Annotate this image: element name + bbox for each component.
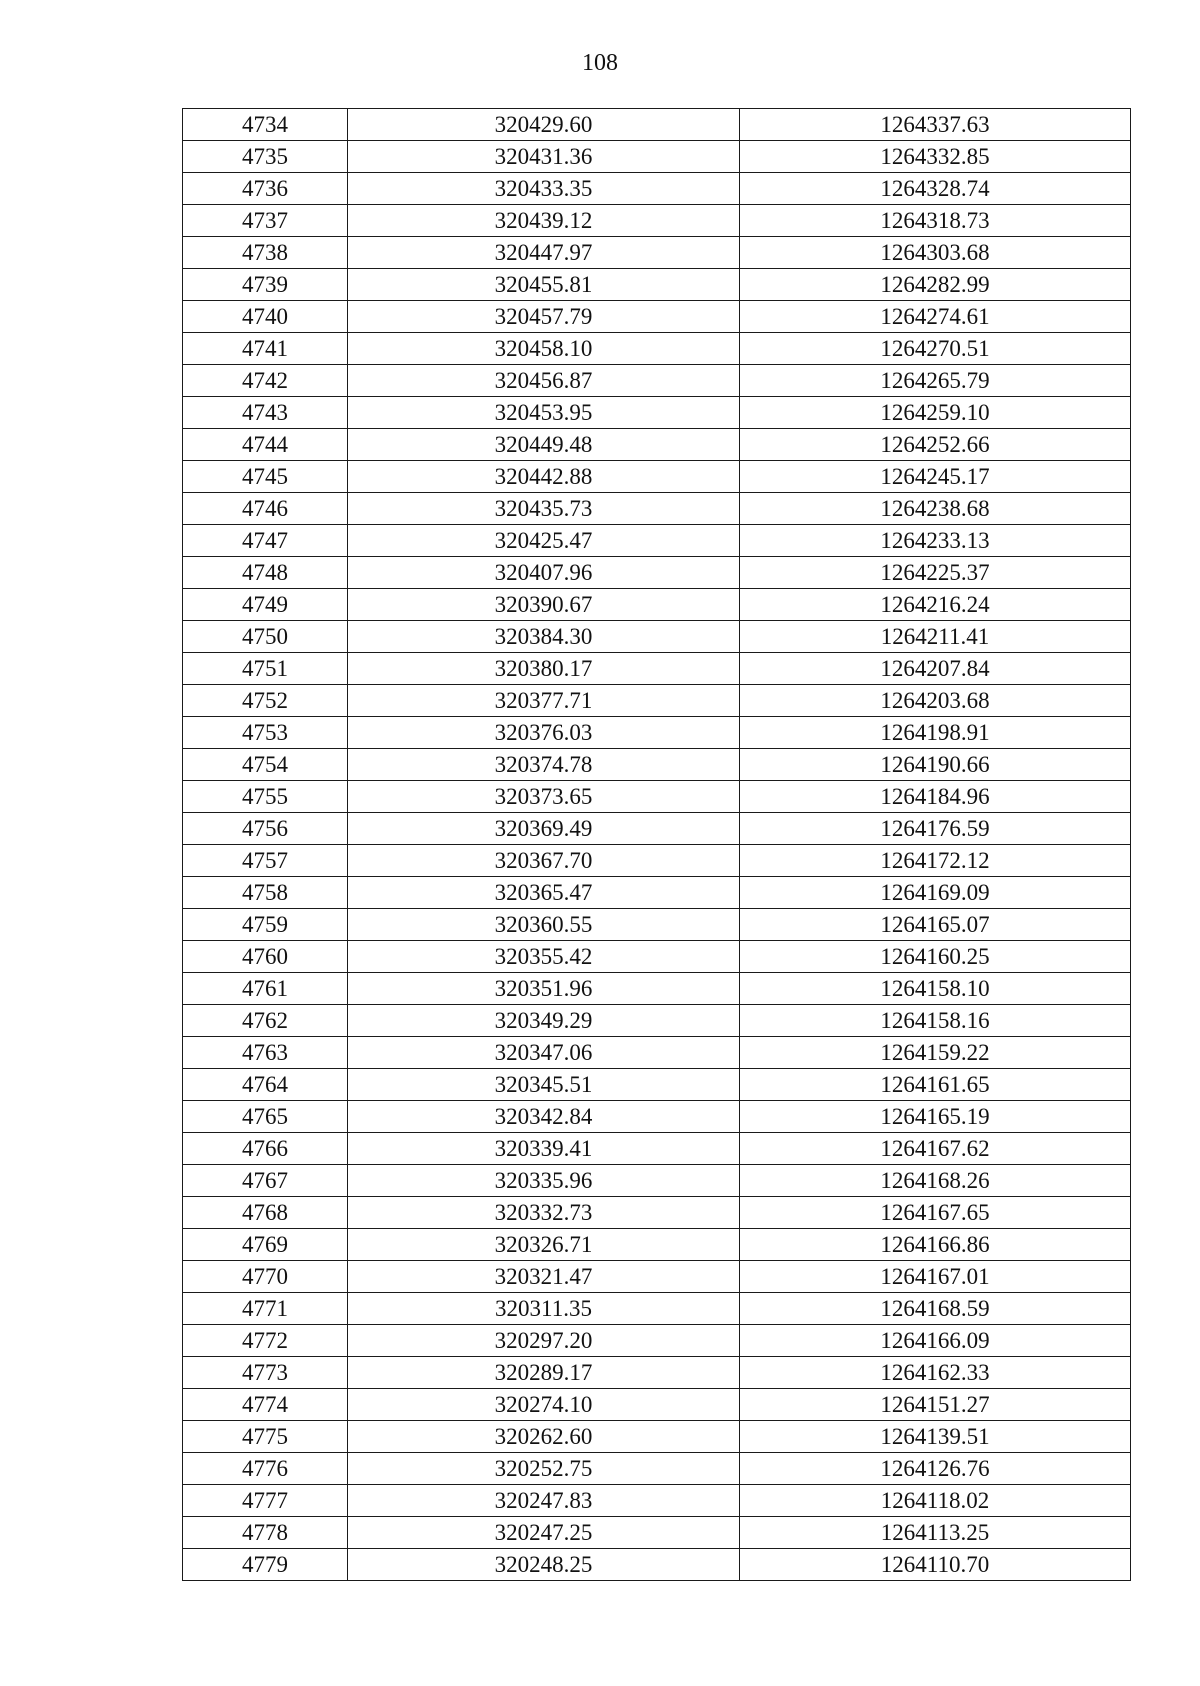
y-coordinate-cell: 1264245.17 [740,461,1131,493]
y-coordinate-cell: 1264207.84 [740,653,1131,685]
point-number-cell: 4750 [183,621,348,653]
table-row [183,141,1131,173]
table-row [183,877,1131,909]
table-row [183,269,1131,301]
point-number-cell: 4770 [183,1261,348,1293]
y-coordinate-cell: 1264126.76 [740,1453,1131,1485]
y-coordinate-cell: 1264166.09 [740,1325,1131,1357]
point-number-cell: 4746 [183,493,348,525]
y-coordinate-cell: 1264190.66 [740,749,1131,781]
y-coordinate-cell: 1264337.63 [740,109,1131,141]
point-number-cell: 4738 [183,237,348,269]
point-number-cell: 4747 [183,525,348,557]
point-number-cell: 4752 [183,685,348,717]
table-row [183,621,1131,653]
x-coordinate-cell: 320321.47 [348,1261,740,1293]
point-number-cell: 4739 [183,269,348,301]
x-coordinate-cell: 320455.81 [348,269,740,301]
x-coordinate-cell: 320311.35 [348,1293,740,1325]
table-row [183,781,1131,813]
y-coordinate-cell: 1264110.70 [740,1549,1131,1581]
y-coordinate-cell: 1264211.41 [740,621,1131,653]
table-row [183,1453,1131,1485]
point-number-cell: 4737 [183,205,348,237]
x-coordinate-cell: 320447.97 [348,237,740,269]
x-coordinate-cell: 320355.42 [348,941,740,973]
table-row [183,237,1131,269]
table-row [183,1421,1131,1453]
x-coordinate-cell: 320407.96 [348,557,740,589]
point-number-cell: 4769 [183,1229,348,1261]
x-coordinate-cell: 320457.79 [348,301,740,333]
x-coordinate-cell: 320332.73 [348,1197,740,1229]
table-row [183,1197,1131,1229]
table-row [183,397,1131,429]
table-row [183,1325,1131,1357]
point-number-cell: 4754 [183,749,348,781]
table-row [183,1261,1131,1293]
point-number-cell: 4749 [183,589,348,621]
point-number-cell: 4743 [183,397,348,429]
point-number-cell: 4736 [183,173,348,205]
table-row [183,525,1131,557]
table-row [183,1005,1131,1037]
x-coordinate-cell: 320247.25 [348,1517,740,1549]
point-number-cell: 4773 [183,1357,348,1389]
point-number-cell: 4745 [183,461,348,493]
x-coordinate-cell: 320247.83 [348,1485,740,1517]
point-number-cell: 4778 [183,1517,348,1549]
table-row [183,461,1131,493]
x-coordinate-cell: 320335.96 [348,1165,740,1197]
y-coordinate-cell: 1264167.62 [740,1133,1131,1165]
table-row [183,973,1131,1005]
table-row [183,909,1131,941]
point-number-cell: 4760 [183,941,348,973]
x-coordinate-cell: 320289.17 [348,1357,740,1389]
table-row [183,1069,1131,1101]
x-coordinate-cell: 320439.12 [348,205,740,237]
x-coordinate-cell: 320262.60 [348,1421,740,1453]
y-coordinate-cell: 1264158.10 [740,973,1131,1005]
x-coordinate-cell: 320380.17 [348,653,740,685]
y-coordinate-cell: 1264162.33 [740,1357,1131,1389]
x-coordinate-cell: 320374.78 [348,749,740,781]
y-coordinate-cell: 1264165.07 [740,909,1131,941]
y-coordinate-cell: 1264176.59 [740,813,1131,845]
y-coordinate-cell: 1264203.68 [740,685,1131,717]
table-row [183,1517,1131,1549]
table-row [183,301,1131,333]
point-number-cell: 4734 [183,109,348,141]
table-row [183,941,1131,973]
point-number-cell: 4762 [183,1005,348,1037]
y-coordinate-cell: 1264259.10 [740,397,1131,429]
x-coordinate-cell: 320425.47 [348,525,740,557]
table-row [183,813,1131,845]
point-number-cell: 4771 [183,1293,348,1325]
x-coordinate-cell: 320326.71 [348,1229,740,1261]
table-row [183,333,1131,365]
x-coordinate-cell: 320360.55 [348,909,740,941]
point-number-cell: 4779 [183,1549,348,1581]
y-coordinate-cell: 1264158.16 [740,1005,1131,1037]
table-row [183,109,1131,141]
y-coordinate-cell: 1264168.59 [740,1293,1131,1325]
page-number: 108 [582,50,618,76]
x-coordinate-cell: 320429.60 [348,109,740,141]
x-coordinate-cell: 320248.25 [348,1549,740,1581]
y-coordinate-cell: 1264303.68 [740,237,1131,269]
x-coordinate-cell: 320373.65 [348,781,740,813]
table-row [183,653,1131,685]
table-row [183,1101,1131,1133]
y-coordinate-cell: 1264167.01 [740,1261,1131,1293]
point-number-cell: 4758 [183,877,348,909]
point-number-cell: 4774 [183,1389,348,1421]
table-row [183,557,1131,589]
x-coordinate-cell: 320369.49 [348,813,740,845]
x-coordinate-cell: 320458.10 [348,333,740,365]
x-coordinate-cell: 320367.70 [348,845,740,877]
point-number-cell: 4776 [183,1453,348,1485]
x-coordinate-cell: 320351.96 [348,973,740,1005]
point-number-cell: 4735 [183,141,348,173]
y-coordinate-cell: 1264151.27 [740,1389,1131,1421]
point-number-cell: 4768 [183,1197,348,1229]
point-number-cell: 4744 [183,429,348,461]
y-coordinate-cell: 1264282.99 [740,269,1131,301]
y-coordinate-cell: 1264139.51 [740,1421,1131,1453]
y-coordinate-cell: 1264328.74 [740,173,1131,205]
y-coordinate-cell: 1264265.79 [740,365,1131,397]
table-row [183,1037,1131,1069]
x-coordinate-cell: 320433.35 [348,173,740,205]
table-row [183,1549,1131,1581]
point-number-cell: 4765 [183,1101,348,1133]
y-coordinate-cell: 1264166.86 [740,1229,1131,1261]
point-number-cell: 4748 [183,557,348,589]
x-coordinate-cell: 320435.73 [348,493,740,525]
point-number-cell: 4751 [183,653,348,685]
point-number-cell: 4761 [183,973,348,1005]
x-coordinate-cell: 320377.71 [348,685,740,717]
table-row [183,685,1131,717]
y-coordinate-cell: 1264332.85 [740,141,1131,173]
point-number-cell: 4742 [183,365,348,397]
point-number-cell: 4756 [183,813,348,845]
y-coordinate-cell: 1264172.12 [740,845,1131,877]
table-row [183,493,1131,525]
point-number-cell: 4767 [183,1165,348,1197]
x-coordinate-cell: 320342.84 [348,1101,740,1133]
y-coordinate-cell: 1264270.51 [740,333,1131,365]
table-row [183,749,1131,781]
coordinate-table-body [183,109,1131,1581]
y-coordinate-cell: 1264252.66 [740,429,1131,461]
table-row [183,589,1131,621]
y-coordinate-cell: 1264118.02 [740,1485,1131,1517]
point-number-cell: 4763 [183,1037,348,1069]
y-coordinate-cell: 1264161.65 [740,1069,1131,1101]
x-coordinate-cell: 320297.20 [348,1325,740,1357]
table-row [183,1133,1131,1165]
y-coordinate-cell: 1264318.73 [740,205,1131,237]
x-coordinate-cell: 320456.87 [348,365,740,397]
table-row [183,845,1131,877]
y-coordinate-cell: 1264233.13 [740,525,1131,557]
table-row [183,1165,1131,1197]
point-number-cell: 4772 [183,1325,348,1357]
x-coordinate-cell: 320347.06 [348,1037,740,1069]
x-coordinate-cell: 320449.48 [348,429,740,461]
table-row [183,1229,1131,1261]
x-coordinate-cell: 320252.75 [348,1453,740,1485]
y-coordinate-cell: 1264159.22 [740,1037,1131,1069]
table-row [183,429,1131,461]
y-coordinate-cell: 1264169.09 [740,877,1131,909]
point-number-cell: 4740 [183,301,348,333]
point-number-cell: 4766 [183,1133,348,1165]
x-coordinate-cell: 320384.30 [348,621,740,653]
x-coordinate-cell: 320339.41 [348,1133,740,1165]
point-number-cell: 4757 [183,845,348,877]
x-coordinate-cell: 320431.36 [348,141,740,173]
y-coordinate-cell: 1264184.96 [740,781,1131,813]
table-row [183,1357,1131,1389]
point-number-cell: 4759 [183,909,348,941]
x-coordinate-cell: 320442.88 [348,461,740,493]
y-coordinate-cell: 1264274.61 [740,301,1131,333]
point-number-cell: 4741 [183,333,348,365]
y-coordinate-cell: 1264168.26 [740,1165,1131,1197]
x-coordinate-cell: 320376.03 [348,717,740,749]
y-coordinate-cell: 1264167.65 [740,1197,1131,1229]
y-coordinate-cell: 1264160.25 [740,941,1131,973]
point-number-cell: 4753 [183,717,348,749]
table-row [183,1389,1131,1421]
y-coordinate-cell: 1264198.91 [740,717,1131,749]
table-row [183,717,1131,749]
y-coordinate-cell: 1264113.25 [740,1517,1131,1549]
table-row [183,205,1131,237]
table-row [183,365,1131,397]
y-coordinate-cell: 1264165.19 [740,1101,1131,1133]
x-coordinate-cell: 320349.29 [348,1005,740,1037]
table-row [183,1293,1131,1325]
y-coordinate-cell: 1264216.24 [740,589,1131,621]
point-number-cell: 4775 [183,1421,348,1453]
point-number-cell: 4777 [183,1485,348,1517]
x-coordinate-cell: 320365.47 [348,877,740,909]
point-number-cell: 4755 [183,781,348,813]
x-coordinate-cell: 320345.51 [348,1069,740,1101]
point-number-cell: 4764 [183,1069,348,1101]
x-coordinate-cell: 320274.10 [348,1389,740,1421]
x-coordinate-cell: 320453.95 [348,397,740,429]
y-coordinate-cell: 1264238.68 [740,493,1131,525]
table-row [183,1485,1131,1517]
x-coordinate-cell: 320390.67 [348,589,740,621]
table-row [183,173,1131,205]
coordinate-table [182,108,1131,1581]
y-coordinate-cell: 1264225.37 [740,557,1131,589]
